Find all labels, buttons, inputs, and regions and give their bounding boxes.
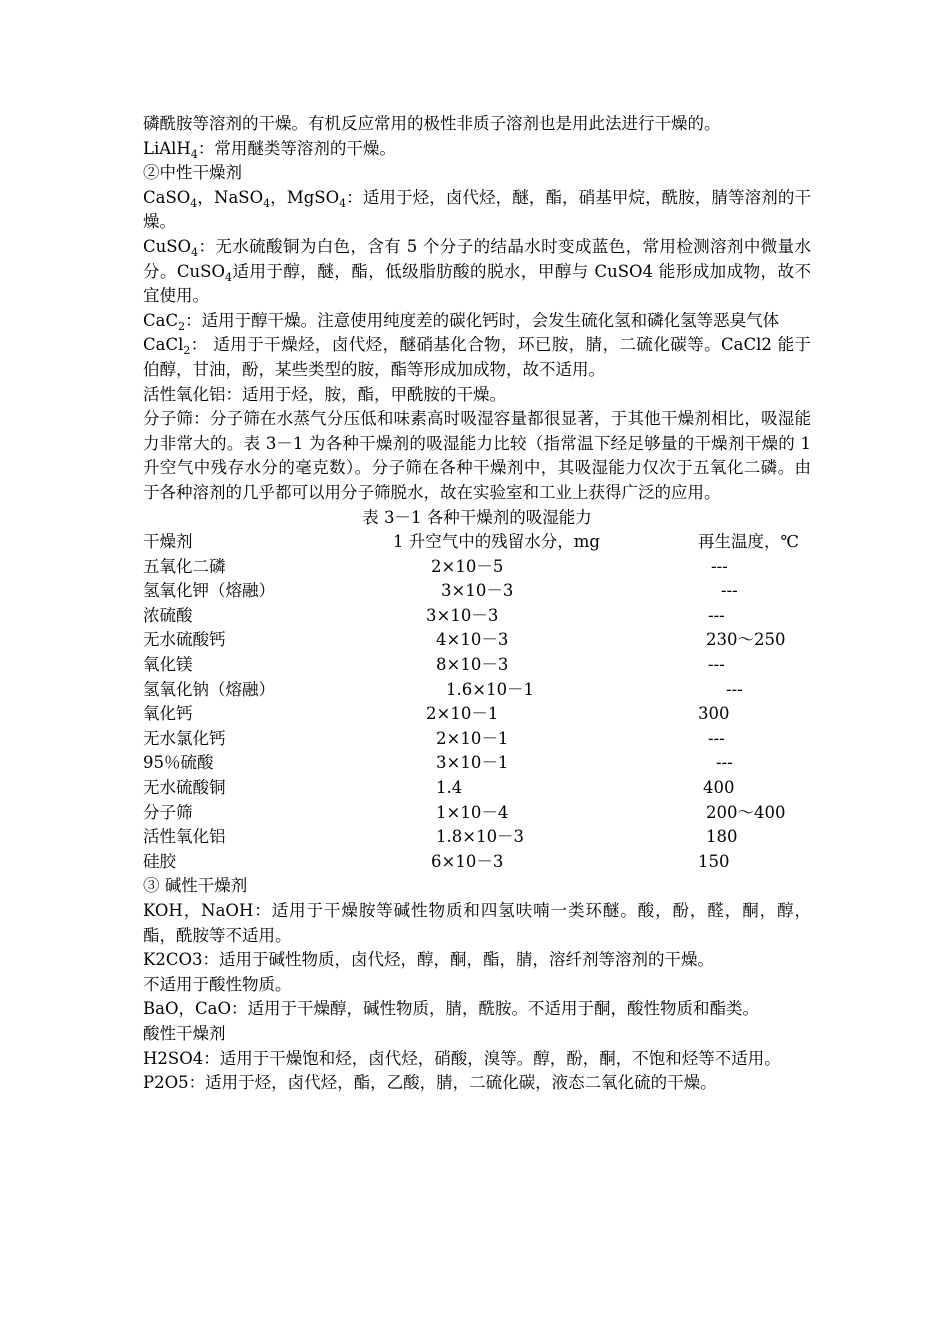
cell-regen-temp: 230～250 — [706, 630, 786, 650]
cell-residual-water: 3×10－3 — [441, 581, 514, 601]
text-run: CaCl — [143, 335, 184, 355]
paragraph — [143, 1071, 811, 1096]
table-row — [143, 825, 811, 850]
cell-residual-water: 3×10－1 — [436, 753, 509, 773]
cell-desiccant: 氧化镁 — [143, 655, 193, 675]
text-run: 酸性干燥剂 — [143, 1023, 226, 1043]
text-run: KOH，NaOH：适用于干燥胺等碱性物质和四氢呋喃一类环醚。酸，酚，醛，酮，醇，酯，酰胺等不适用。 — [143, 901, 811, 945]
cell-regen-temp: 200～400 — [706, 802, 786, 822]
cell-regen-temp: --- — [711, 556, 728, 576]
table-row — [143, 751, 811, 776]
cell-desiccant: 无水硫酸钙 — [143, 630, 226, 650]
cell-desiccant: 氢氧化钾（熔融） — [143, 581, 275, 601]
text-run: 不适用于酸性物质。 — [143, 974, 292, 994]
cell-regen-temp: --- — [726, 679, 743, 699]
paragraph — [143, 899, 811, 948]
header-regen-temp: 再生温度，℃ — [698, 532, 799, 552]
text-section-top — [143, 112, 811, 506]
cell-desiccant: 无水硫酸铜 — [143, 778, 226, 798]
text-run: 分子筛：分子筛在水蒸气分压低和味素高时吸湿容量都很显著，于其他干燥剂相比，吸湿能力非常大的。表 3－1 为各种干燥剂的吸湿能力比较（指常温下经足够量的干燥剂干燥的 1 升空气中残存水分的毫克数）。分子筛在各种干燥剂中，其吸湿能力仅次于五氧化二磷。由于各种溶剂的几乎都可以用分子筛脱水，故在实验室和工业上获得广泛的应用。 — [143, 409, 811, 502]
table-row — [143, 850, 811, 875]
paragraph — [143, 997, 811, 1022]
text-run: BaO，CaO：适用于干燥醇，碱性物质，腈，酰胺。不适用于酮，酸性物质和酯类。 — [143, 999, 759, 1019]
cell-regen-temp: 180 — [706, 827, 738, 847]
text-run: CaC — [143, 310, 179, 330]
cell-desiccant: 浓硫酸 — [143, 605, 193, 625]
paragraph — [143, 1047, 811, 1072]
text-run: ②中性干燥剂 — [143, 163, 242, 183]
paragraph — [143, 407, 811, 505]
paragraph — [143, 973, 811, 998]
text-run: LiAlH — [143, 138, 191, 158]
subscript: 4 — [190, 196, 198, 210]
cell-residual-water: 2×10－1 — [426, 704, 499, 724]
cell-regen-temp: --- — [708, 655, 725, 675]
paragraph — [143, 383, 811, 408]
subscript: 4 — [263, 196, 271, 210]
table-row — [143, 653, 811, 678]
table-row — [143, 727, 811, 752]
text-run: ，MgSO — [270, 187, 340, 207]
paragraph — [143, 235, 811, 309]
cell-regen-temp: 300 — [698, 704, 730, 724]
paragraph — [143, 137, 811, 162]
cell-desiccant: 氧化钙 — [143, 704, 193, 724]
cell-residual-water: 1.4 — [436, 778, 463, 798]
table-row — [143, 678, 811, 703]
text-run: ③ 碱性干燥剂 — [143, 876, 248, 896]
cell-desiccant: 95％硫酸 — [143, 753, 214, 773]
paragraph — [143, 948, 811, 973]
table-caption: 表 3－1 各种干燥剂的吸湿能力 — [362, 507, 592, 527]
cell-residual-water: 8×10－3 — [436, 655, 509, 675]
text-run: CaSO — [143, 187, 191, 207]
cell-desiccant: 硅胶 — [143, 851, 176, 871]
text-run: 磷酰胺等溶剂的干燥。有机反应常用的极性非质子溶剂也是用此法进行干燥的。 — [143, 114, 721, 133]
text-run: ，NaSO — [197, 187, 264, 207]
table-body — [143, 555, 811, 875]
paragraph — [143, 874, 811, 899]
header-desiccant: 干燥剂 — [143, 532, 193, 552]
subscript: 4 — [191, 245, 199, 259]
text-run: ： 适用于干燥烃，卤代烃，醚硝基化合物，环已胺，腈，二硫化碳等。CaCl2 能于伯醇，甘油，酚，某些类型的胺，酯等形成加成物，故不适用。 — [143, 335, 811, 379]
text-run: H2SO4：适用于干燥饱和烃，卤代烃，硝酸，溴等。醇，酚，酮，不饱和烃等不适用。 — [143, 1048, 781, 1068]
paragraph — [143, 333, 811, 382]
table-row — [143, 555, 811, 580]
table-row — [143, 702, 811, 727]
subscript: 4 — [339, 196, 347, 210]
cell-residual-water: 1×10－4 — [436, 802, 509, 822]
paragraph — [143, 1022, 811, 1047]
text-run: 适用于醇，醚，酯，低级脂肪酸的脱水，甲醇与 CuSO4 能形成加成物，故不宜使用。 — [143, 261, 811, 306]
cell-regen-temp: 150 — [698, 851, 730, 871]
paragraph — [143, 161, 811, 186]
table-row — [143, 776, 811, 801]
table-row — [143, 579, 811, 604]
subscript: 2 — [183, 344, 191, 358]
subscript: 4 — [225, 270, 233, 284]
cell-residual-water: 2×10－1 — [436, 728, 509, 748]
text-run: ：常用醚类等溶剂的干燥。 — [197, 138, 396, 158]
cell-regen-temp: --- — [721, 581, 738, 601]
cell-desiccant: 五氧化二磷 — [143, 556, 226, 576]
text-run: CuSO — [143, 236, 192, 256]
cell-desiccant: 无水氯化钙 — [143, 728, 226, 748]
text-run: K2CO3：适用于碱性物质，卤代烃，醇，酮，酯，腈，溶纤剂等溶剂的干燥。 — [143, 950, 714, 970]
text-run: ：无水硫酸铜为白色，含有 5 个分子的结晶水时变成蓝色，常用检测溶剂中微量水分。CuSO — [143, 236, 811, 281]
text-run: P2O5：适用于烃，卤代烃，酯，乙酸，腈，二硫化碳，液态二氧化硫的干燥。 — [143, 1073, 717, 1093]
cell-residual-water: 1.6×10－1 — [446, 679, 535, 699]
text-run: 活性氧化铝：适用于烃，胺，酯，甲酰胺的干燥。 — [143, 384, 506, 404]
cell-regen-temp: --- — [708, 728, 725, 748]
document-page — [143, 112, 811, 1096]
text-section-bottom — [143, 874, 811, 1095]
table-row — [143, 604, 811, 629]
cell-residual-water: 6×10－3 — [431, 851, 504, 871]
cell-regen-temp: 400 — [703, 778, 735, 798]
text-run: ：适用于烃，卤代烃，醚，酯，硝基甲烷，酰胺，腈等溶剂的干燥。 — [143, 187, 811, 232]
cell-desiccant: 活性氧化铝 — [143, 827, 226, 847]
cell-desiccant: 氢氧化钠（熔融） — [143, 679, 275, 699]
table-row — [143, 628, 811, 653]
subscript: 2 — [178, 319, 186, 333]
cell-regen-temp: --- — [708, 605, 725, 625]
cell-desiccant: 分子筛 — [143, 802, 193, 822]
cell-residual-water: 1.8×10－3 — [436, 827, 525, 847]
subscript: 4 — [190, 147, 198, 161]
paragraph — [143, 112, 811, 137]
paragraph — [143, 309, 811, 334]
cell-residual-water: 4×10－3 — [436, 630, 509, 650]
cell-residual-water: 2×10－5 — [431, 556, 504, 576]
text-run: ：适用于醇干燥。注意使用纯度差的碳化钙时，会发生硫化氢和磷化氢等恶臭气体 — [185, 310, 780, 330]
header-residual-water: 1 升空气中的残留水分，mg — [393, 532, 600, 552]
paragraph — [143, 186, 811, 235]
cell-regen-temp: --- — [716, 753, 733, 773]
table-row — [143, 801, 811, 826]
table-header-row — [143, 530, 811, 555]
cell-residual-water: 3×10－3 — [426, 605, 499, 625]
